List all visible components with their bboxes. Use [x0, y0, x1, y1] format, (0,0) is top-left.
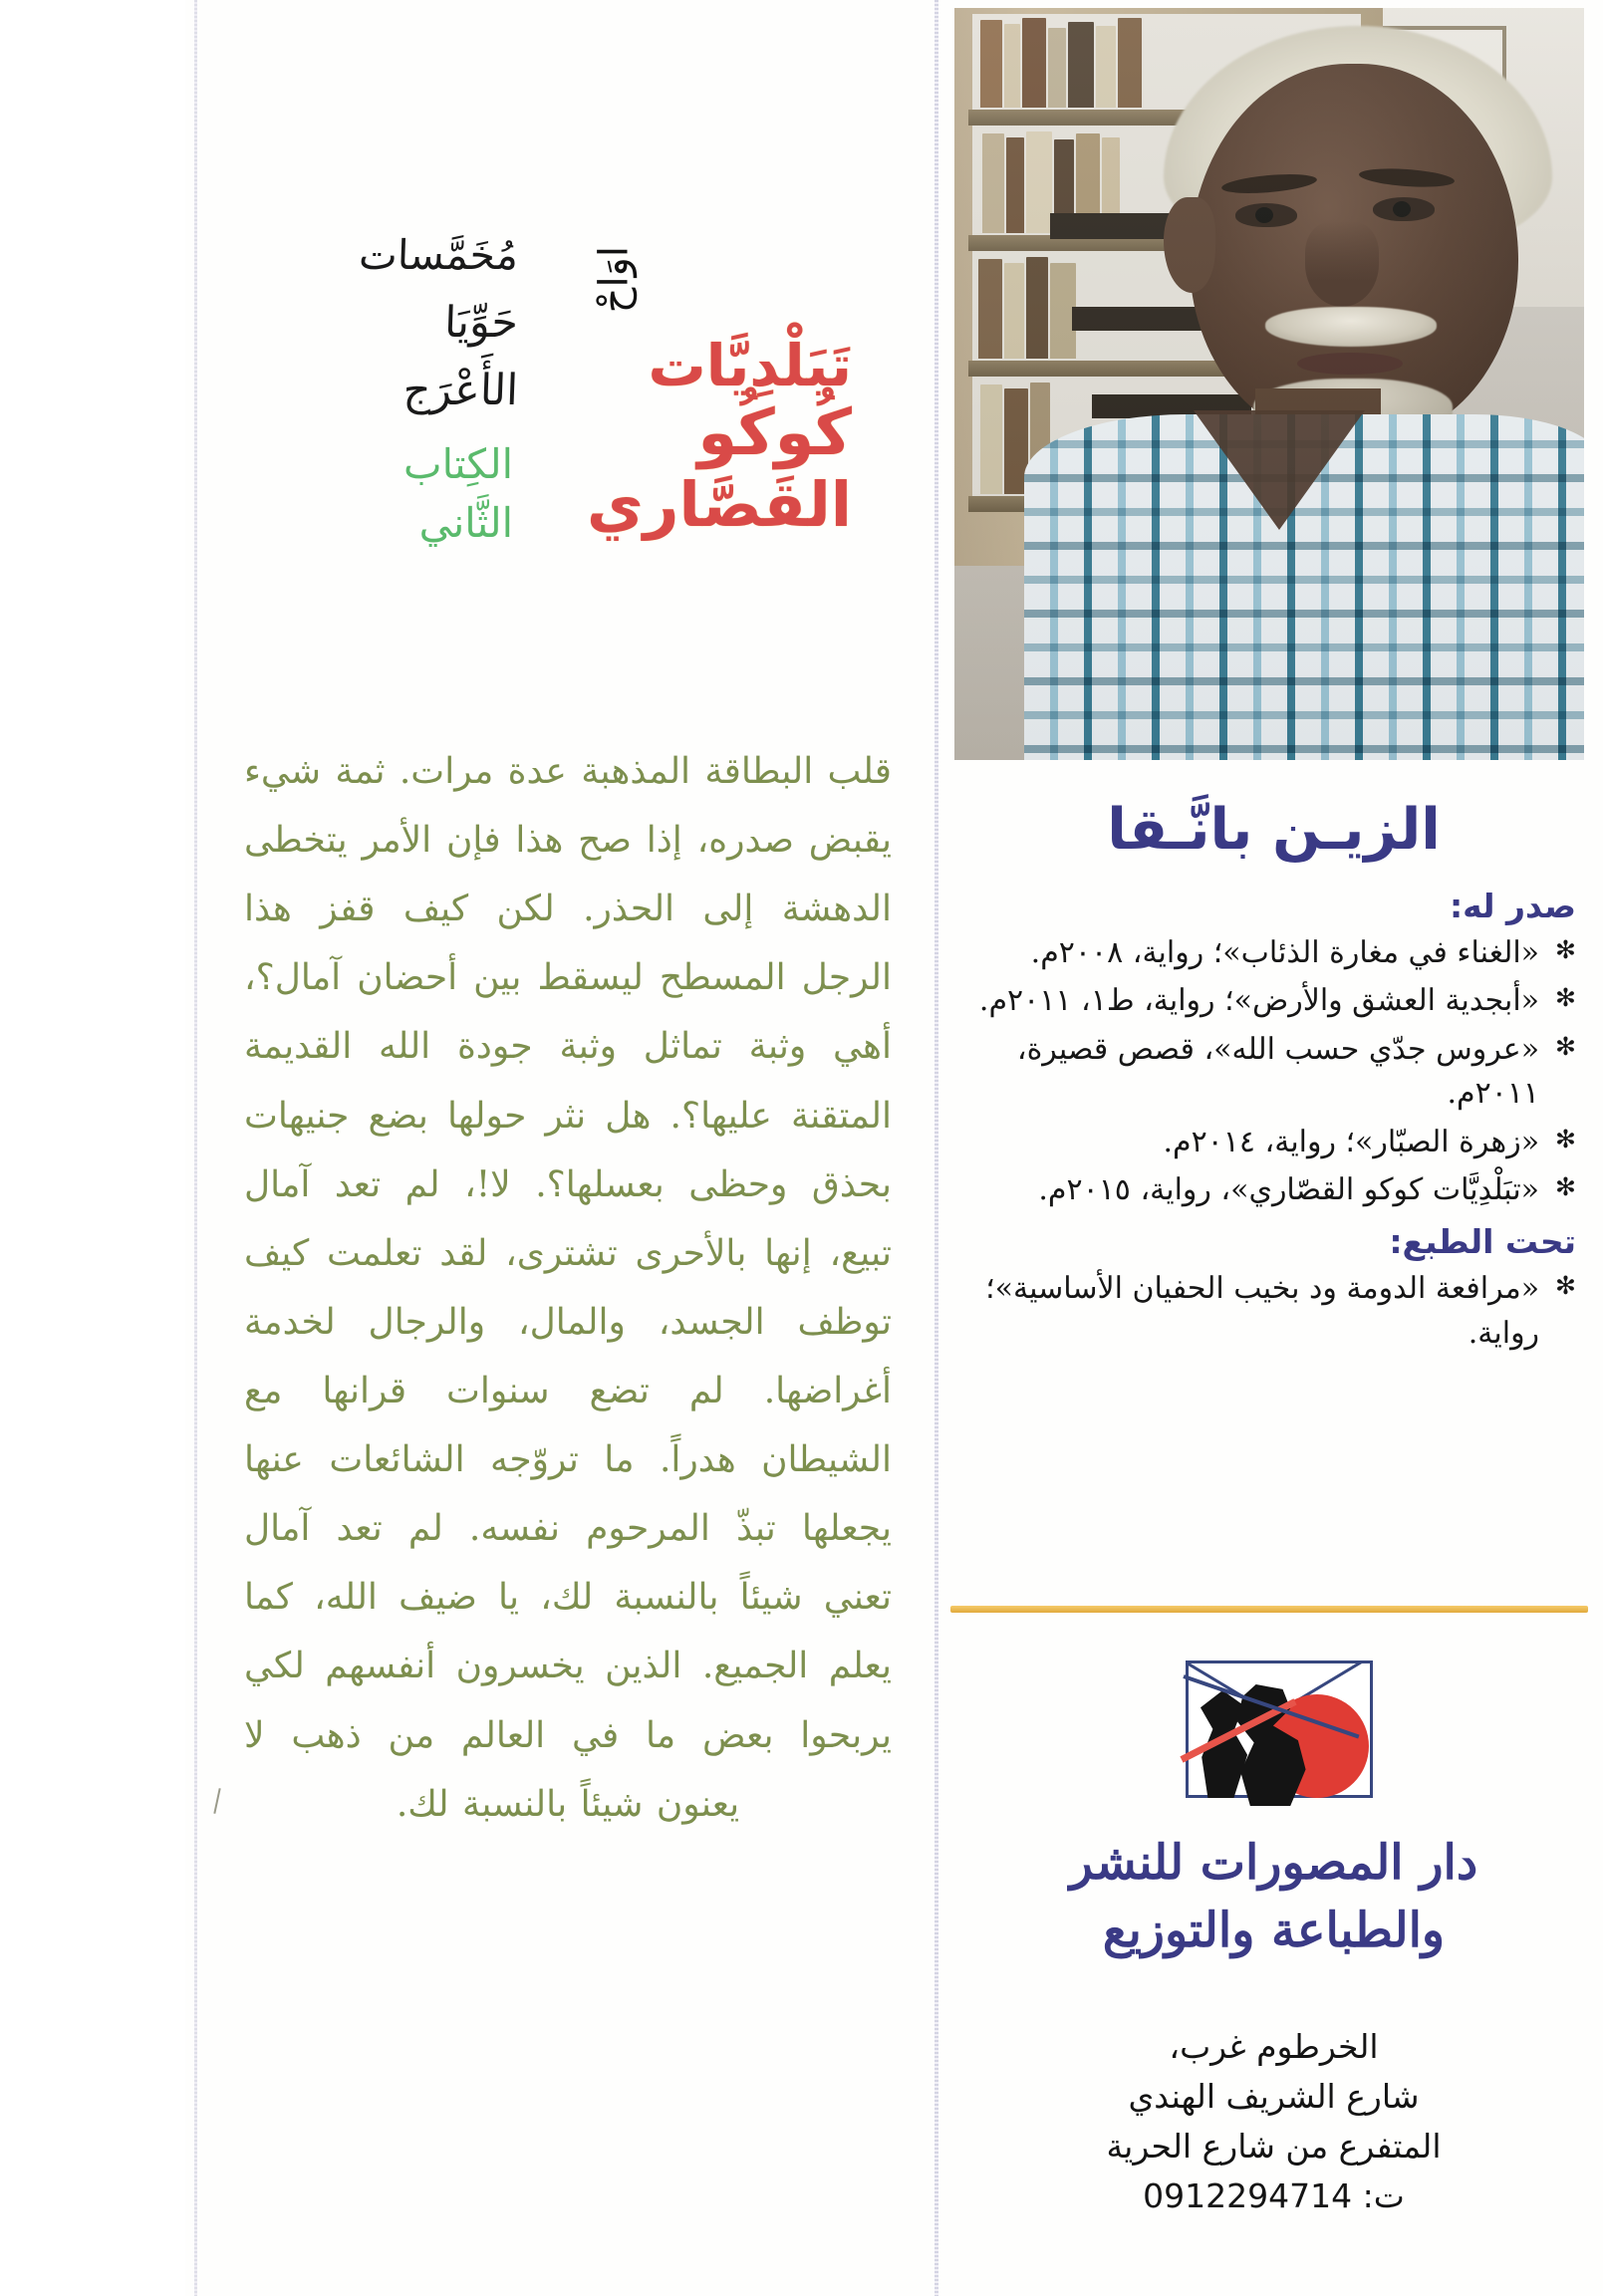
title-block	[214, 214, 912, 712]
photo-tone-overlay	[954, 8, 1584, 760]
address-line-1: الخرطوم غرب،	[1169, 2027, 1379, 2066]
address-line-2: شارع الشريف الهندي	[1128, 2077, 1420, 2117]
subtitle-handwritten-group	[219, 224, 518, 424]
author-name: الزيـن بانَّـقا	[1107, 797, 1441, 863]
author-photograph	[954, 8, 1584, 760]
bullet-star-icon: ✻	[1555, 1124, 1576, 1153]
publisher-name-line-1: دار المصورات للنشر	[1069, 1835, 1478, 1891]
publisher-name	[944, 1829, 1603, 1964]
spine-divider-center	[935, 0, 938, 2296]
published-works-list	[958, 931, 1576, 1212]
work-title: «أبجدية العشق والأرض»؛ رواية، ط١، ٢٠١١م.	[978, 983, 1540, 1019]
front-cover-panel	[944, 0, 1603, 2296]
scan-left-margin	[0, 0, 185, 2296]
list-item	[958, 931, 1576, 975]
publisher-name-line-2: والطباعة والتوزيع	[1102, 1903, 1446, 1959]
photo-canvas	[954, 8, 1584, 760]
forthcoming-works-list	[958, 1267, 1576, 1356]
bullet-star-icon: ✻	[1555, 935, 1576, 964]
address-line-3: المتفرع من شارع الحرية	[1106, 2127, 1442, 2167]
publisher-logo	[1180, 1639, 1375, 1810]
subtitle-line-1: مُخَمَّسات	[358, 231, 519, 279]
bullet-star-icon: ✻	[1555, 1031, 1576, 1061]
back-cover-blurb: قلب البطاقة المذهبة عدة مرات. ثمة شيء يقبض صدره، إذا صح هذا فإن الأمر يتخطى الدهشة إلى الحذر. لكن كيف قفز هذا الرجل المسطح ليسقط بين أحضان آمال؟، أهي وثبة تماثل وثبة جودة الله القديمة المتقنة عليها؟. هل نثر حولها بضع جنيهات بحذق وحظى بعسلها؟. لا!، لم تعد آمال تبيع، إنها بالأحرى تشترى، لقد تعلمت كيف توظف الجسد، والمال، والرجال لخدمة أغراضها. لم تضع سنوات قرانها مع الشيطان هدراً. ما تروّجه الشائعات عنها يجعلها تبذّ المرحوم نفسه. لم تعد آمال تعني شيئاً بالنسبة لك، يا ضيف الله، كما يعلم الجميع. الذين يخسرون أنفسهم لكي يربحوا بعض ما في العالم من ذهب لا يعنون شيئاً بالنسبة لك.	[244, 751, 892, 1825]
forthcoming-heading: تحت الطبع:	[1389, 1222, 1576, 1262]
spine-divider-left	[194, 0, 197, 2296]
work-title: «الغناء في مغارة الذئاب»؛ رواية، ٢٠٠٨م.	[1030, 935, 1540, 970]
back-cover-panel	[204, 0, 922, 2296]
list-item	[958, 1267, 1576, 1356]
subtitle-line-2: حَوِّيَا	[443, 297, 519, 348]
work-title: «زهرة الصبّار»؛ رواية، ٢٠١٤م.	[1163, 1124, 1540, 1159]
gold-divider	[950, 1606, 1588, 1613]
bullet-star-icon: ✻	[1555, 983, 1576, 1013]
list-item	[958, 1168, 1576, 1212]
vertical-stamp-text: اوَاحْ	[591, 246, 637, 314]
subtitle-line-3: الأَعْرَج	[401, 366, 519, 416]
series-line-1: الكِتاب	[403, 440, 513, 488]
work-title: «تبَلْدِيَّات كوكو القصّاري»، رواية، ٢٠١٥م.	[1038, 1171, 1540, 1207]
series-line-2: الثَّاني	[418, 499, 513, 548]
work-title: «عروس جدّي حسب الله»، قصص قصيرة، ٢٠١١م.	[1016, 1031, 1540, 1112]
main-title-line-3: القَصَّاري	[586, 467, 852, 541]
list-item	[958, 1028, 1576, 1117]
published-heading: صدر له:	[1449, 887, 1576, 925]
bullet-star-icon: ✻	[1555, 1271, 1576, 1301]
bullet-star-icon: ✻	[1555, 1171, 1576, 1201]
publisher-telephone: ت: 0912294714	[1143, 2176, 1405, 2216]
main-title-group	[523, 334, 852, 539]
list-item	[958, 1121, 1576, 1164]
work-title: «مرافعة الدومة ود بخيب الحفيان الأساسية»؛ رواية.	[985, 1271, 1540, 1351]
series-label-group	[224, 435, 513, 554]
main-title-line-1: تَبَلْدِيَّات	[648, 332, 852, 399]
pen-mark	[213, 1788, 220, 1814]
author-bibliography	[958, 887, 1576, 1362]
publisher-address	[944, 2022, 1603, 2222]
main-title-line-2: كُوكُو	[697, 395, 852, 470]
list-item	[958, 979, 1576, 1023]
